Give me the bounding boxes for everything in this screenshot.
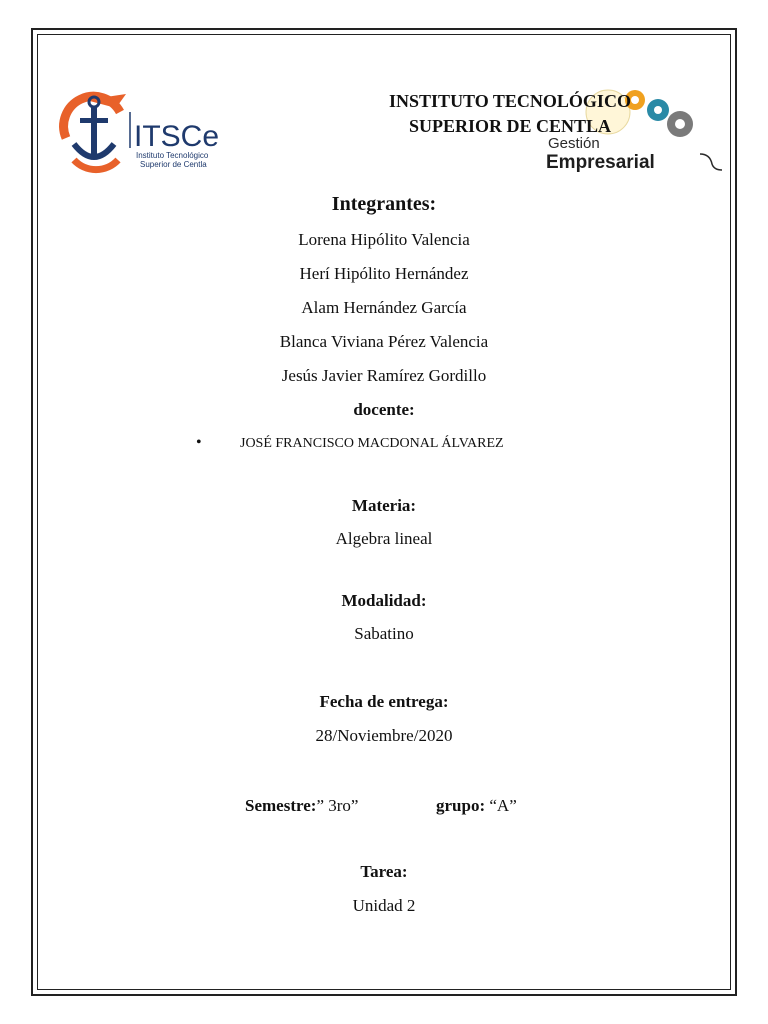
logo-word-gestion: Gestión [548, 135, 600, 152]
group-value: “A” [485, 796, 517, 815]
semester-label: Semestre: [245, 796, 317, 815]
member-name: Herí Hipólito Hernández [299, 264, 469, 283]
bullet-icon: • [196, 434, 202, 451]
member-name: Jesús Javier Ramírez Gordillo [281, 366, 487, 385]
teacher-name: JOSÉ FRANCISCO MACDONAL ÁLVAREZ [240, 436, 504, 451]
institute-title-line-2: SUPERIOR DE CENTLA [408, 116, 612, 136]
logo-subtitle-2: Superior de Centla [140, 160, 207, 169]
logo-brand-text: ITSCe [134, 120, 220, 153]
delivery-date-value: 28/Noviembre/2020 [315, 726, 453, 745]
group-label: grupo: [436, 796, 486, 815]
task-label: Tarea: [360, 862, 408, 881]
member-name: Lorena Hipólito Valencia [298, 230, 470, 249]
task-value: Unidad 2 [352, 896, 416, 915]
members-heading: Integrantes: [331, 193, 437, 215]
modality-value: Sabatino [354, 624, 414, 643]
subject-label: Materia: [351, 496, 417, 515]
delivery-date-label: Fecha de entrega: [319, 692, 449, 711]
member-name: Blanca Viviana Pérez Valencia [279, 332, 489, 351]
subject-value: Algebra lineal [335, 529, 433, 548]
modality-label: Modalidad: [341, 591, 427, 610]
teacher-label: docente: [353, 400, 415, 419]
institute-title-line-1: INSTITUTO TECNOLÓGICO [389, 91, 631, 111]
itsce-logo [56, 90, 226, 175]
semester-value: ” 3ro” [316, 796, 359, 815]
logo-subtitle-1: Instituto Tecnológico [136, 151, 209, 160]
member-name: Alam Hernández García [301, 298, 467, 317]
logo-word-empresarial: Empresarial [546, 152, 655, 173]
